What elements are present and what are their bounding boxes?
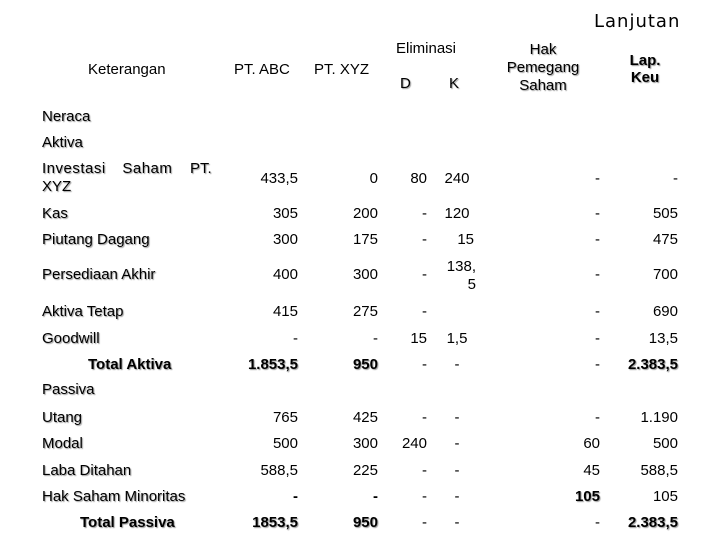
cell-abc: 1853,5	[252, 514, 298, 531]
cell-xyz: 200	[352, 205, 378, 222]
cell-debit: -	[422, 205, 427, 222]
cell-debit: -	[422, 409, 427, 426]
header-pemegang-line: Pemegang	[506, 59, 580, 76]
cell-lap: 105	[652, 488, 678, 505]
cell-lap: 690	[652, 303, 678, 320]
cell-abc: 1.853,5	[247, 356, 298, 373]
cell-lap: 13,5	[648, 330, 678, 347]
cell-kredit-line2: 5	[467, 276, 476, 293]
row-label-total-passiva: Total Passiva	[80, 514, 175, 531]
cell-abc: 433,5	[260, 170, 298, 187]
cell-kredit: 15	[457, 231, 474, 248]
cell-kredit: 1,5	[446, 330, 468, 347]
cell-hak: -	[595, 231, 600, 248]
cell-debit: -	[422, 266, 427, 283]
cell-kredit: -	[454, 356, 460, 373]
header-lap-line: Lap.	[629, 52, 661, 69]
cell-kredit	[436, 258, 476, 294]
cell-abc: 500	[272, 435, 298, 452]
cell-hak: -	[595, 514, 600, 531]
cell-abc: -	[293, 488, 298, 505]
header-keterangan: Keterangan	[88, 61, 166, 78]
header-eliminasi: Eliminasi	[396, 40, 457, 57]
cell-kredit: -	[454, 514, 460, 531]
cell-hak: -	[595, 303, 600, 320]
cell-xyz: 950	[352, 356, 378, 373]
cell-abc: 400	[272, 266, 298, 283]
cell-hak: 60	[583, 435, 600, 452]
row-label-investasi	[42, 160, 172, 177]
header-saham-line: Saham	[519, 77, 567, 94]
cell-lap: 588,5	[640, 462, 678, 479]
cell-abc: 305	[272, 205, 298, 222]
row-label-modal: Modal	[42, 435, 83, 452]
cell-abc: 300	[272, 231, 298, 248]
cell-hak: -	[595, 356, 600, 373]
cell-kredit: -	[454, 488, 460, 505]
cell-hak: -	[595, 409, 600, 426]
cell-lap: 2.383,5	[627, 514, 678, 531]
row-label-total-aktiva: Total Aktiva	[88, 356, 172, 373]
cell-debit: 240	[401, 435, 427, 452]
cell-debit: 15	[410, 330, 427, 347]
row-label-piutang: Piutang Dagang	[42, 231, 150, 248]
cell-abc: 765	[272, 409, 298, 426]
row-label-kas: Kas	[42, 205, 68, 222]
cell-hak: -	[595, 266, 600, 283]
cell-lap: -	[673, 170, 678, 187]
header-kredit: K	[449, 75, 460, 92]
cell-xyz: -	[373, 488, 378, 505]
cell-lap: 500	[652, 435, 678, 452]
cell-hak: -	[595, 170, 600, 187]
cell-debit: -	[422, 488, 427, 505]
row-label-investasi-b: XYZ	[42, 178, 72, 195]
cell-hak: 45	[583, 462, 600, 479]
cell-kredit-line1: 138,	[446, 258, 476, 275]
cell-lap: 1.190	[640, 409, 678, 426]
cell-debit: -	[422, 303, 427, 320]
cell-xyz: 300	[352, 435, 378, 452]
cell-debit: -	[422, 514, 427, 531]
cell-xyz: 425	[352, 409, 378, 426]
continuation-label: Lanjutan	[594, 11, 681, 32]
header-debit: D	[400, 75, 411, 92]
row-label-investasi-pt: PT.	[190, 160, 212, 177]
row-label-aktiva-tetap: Aktiva Tetap	[42, 303, 124, 320]
cell-debit: 80	[410, 170, 427, 187]
cell-kredit: -	[454, 409, 460, 426]
header-pt-abc: PT. ABC	[234, 61, 290, 78]
row-label-laba-ditahan: Laba Ditahan	[42, 462, 132, 479]
cell-debit: -	[422, 231, 427, 248]
cell-lap: 475	[652, 231, 678, 248]
cell-lap: 700	[652, 266, 678, 283]
cell-xyz: 275	[352, 303, 378, 320]
cell-xyz: -	[373, 330, 378, 347]
header-pt-xyz: PT. XYZ	[314, 61, 370, 78]
cell-kredit: 240	[444, 170, 470, 187]
section-neraca: Neraca	[42, 108, 91, 125]
header-lap-keu	[620, 52, 670, 86]
cell-abc: -	[293, 330, 298, 347]
cell-kredit: -	[454, 462, 460, 479]
header-hak-line: Hak	[529, 41, 557, 58]
cell-abc: 415	[272, 303, 298, 320]
cell-abc: 588,5	[260, 462, 298, 479]
header-hak-pemegang-saham	[500, 41, 586, 95]
cell-kredit: -	[454, 435, 460, 452]
row-label-utang: Utang	[42, 409, 83, 426]
row-label-hak-minoritas: Hak Saham Minoritas	[42, 488, 186, 505]
cell-kredit: 120	[444, 205, 470, 222]
row-label-persediaan: Persediaan Akhir	[42, 266, 156, 283]
cell-xyz: 950	[352, 514, 378, 531]
cell-hak: -	[595, 330, 600, 347]
cell-hak: 105	[574, 488, 600, 505]
section-aktiva: Aktiva	[42, 134, 83, 151]
cell-debit: -	[422, 356, 427, 373]
section-passiva: Passiva	[42, 381, 95, 398]
row-label-goodwill: Goodwill	[42, 330, 100, 347]
row-label-investasi-a: Investasi Saham	[42, 160, 173, 177]
cell-debit: -	[422, 462, 427, 479]
header-keu-line: Keu	[630, 69, 660, 86]
cell-xyz: 300	[352, 266, 378, 283]
cell-lap: 505	[652, 205, 678, 222]
cell-xyz: 175	[352, 231, 378, 248]
cell-lap: 2.383,5	[627, 356, 678, 373]
cell-xyz: 225	[352, 462, 378, 479]
cell-hak: -	[595, 205, 600, 222]
cell-xyz: 0	[369, 170, 378, 187]
